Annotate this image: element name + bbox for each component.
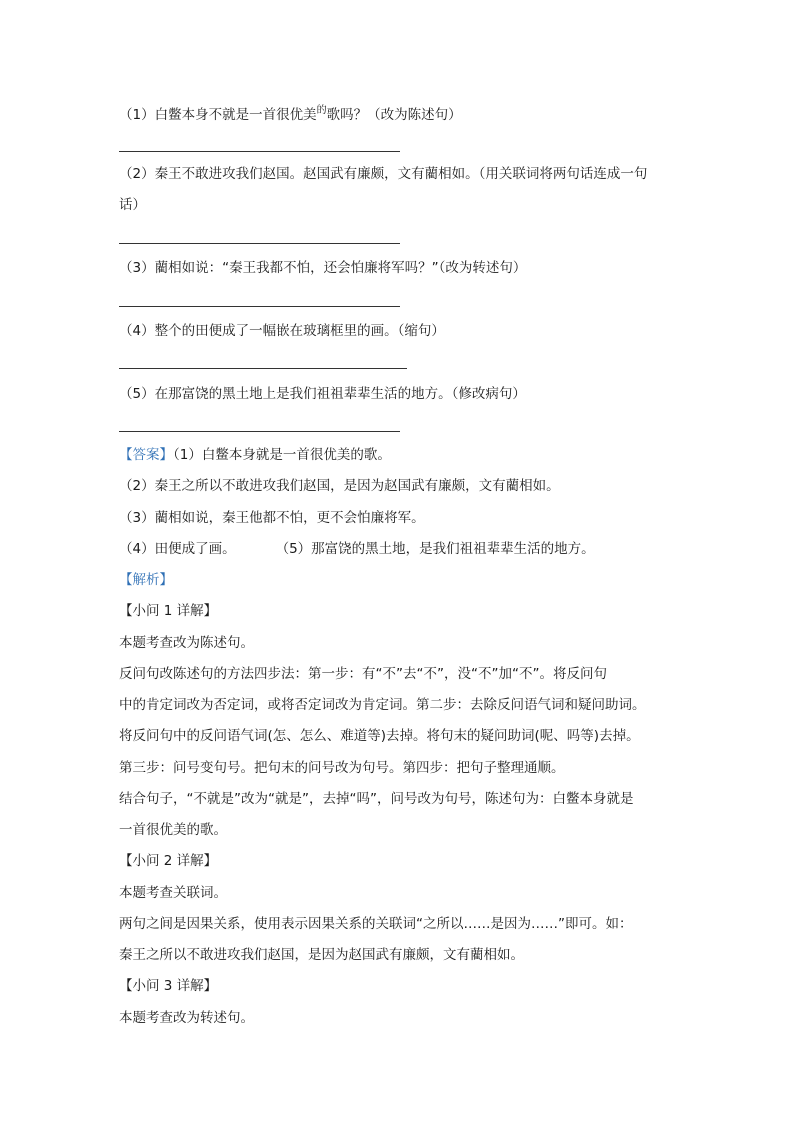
answer-line-2: （2）秦王之所以不敢进攻我们赵国，是因为赵国武有廉颇，文有藺相如。	[119, 478, 560, 494]
answer-4-text: （4）田便成了画。	[119, 541, 236, 557]
answer-blank-2	[119, 243, 400, 244]
question-1-superscript: 的	[316, 105, 327, 116]
analysis-1-line: 第三步：问号变句号。把句末的问号改为句号。第四步：把句子整理通顺。	[119, 760, 565, 776]
analysis-2-line: 本题考查关联词。	[119, 885, 227, 901]
question-1-text: （1）白鳖本身不就是一首很优美	[119, 107, 317, 123]
question-2-line-1: （2）秦王不敢进攻我们赵国。赵国武有廉颇，文有藺相如。（用关联词将两句话连成一句	[119, 166, 648, 182]
analysis-1-line: 一首很优美的歌。	[119, 822, 227, 838]
answer-line-4	[119, 540, 595, 558]
analysis-1-line: 反问句改陈述句的方法四步法：第一步：有“不”去“不”，没“不”加“不”。将反问句	[119, 666, 607, 682]
question-3: （3）藺相如说：“秦王我都不怕，还会怕廉将军吗？”（改为转述句）	[119, 260, 527, 276]
answer-blank-1	[119, 151, 400, 152]
analysis-1-line: 将反问句中的反问语气词(怎、怎么、难道等)去掉。将句末的疑问助词(呢、吗等)去掉。	[119, 728, 640, 744]
answer-1-text: （1）白鳖本身就是一首很优美的歌。	[173, 447, 391, 463]
answer-line-3: （3）藺相如说，秦王他都不怕，更不会怕廉将军。	[119, 510, 425, 526]
sub-question-3-title: 【小问 3 详解】	[119, 978, 218, 994]
answer-blank-3	[119, 306, 400, 307]
analysis-1-line: 中的肯定词改为否定词，或将否定词改为肯定词。第二步：去除反问语气词和疑问助词。	[119, 697, 646, 713]
answer-blank-5	[119, 431, 400, 432]
question-2-line-2: 话）	[119, 197, 146, 213]
answer-blank-4	[119, 368, 407, 369]
sub-question-1-title: 【小问 1 详解】	[119, 603, 218, 619]
sub-question-2-title: 【小问 2 详解】	[119, 853, 218, 869]
analysis-2-line: 秦王之所以不敢进攻我们赵国，是因为赵国武有廉颇，文有藺相如。	[119, 947, 524, 963]
analysis-2-line: 两句之间是因果关系，使用表示因果关系的关联词“之所以……是因为……”即可。如：	[119, 916, 633, 932]
analysis-3-line: 本题考查改为转述句。	[119, 1010, 254, 1026]
question-1	[119, 106, 462, 126]
answer-line-1	[119, 446, 391, 464]
answer-tag: 【答案】	[119, 447, 173, 463]
question-5: （5）在那富饶的黑土地上是我们祖祖辈辈生活的地方。（修改病句）	[119, 386, 526, 402]
analysis-1-line: 结合句子，“不就是”改为“就是”，去掉“吗”，问号改为句号，陈述句为：白鳖本身就是	[119, 791, 634, 807]
answer-5-text: （5）那富饶的黑土地，是我们祖祖辈辈生活的地方。	[275, 541, 595, 557]
analysis-1-line: 本题考查改为陈述句。	[119, 635, 254, 651]
question-4: （4）整个的田便成了一幅嵌在玻璃框里的画。（缩句）	[119, 323, 445, 339]
analysis-tag: 【解析】	[119, 572, 173, 588]
question-1-text-end: 歌吗？（改为陈述句）	[326, 107, 462, 123]
